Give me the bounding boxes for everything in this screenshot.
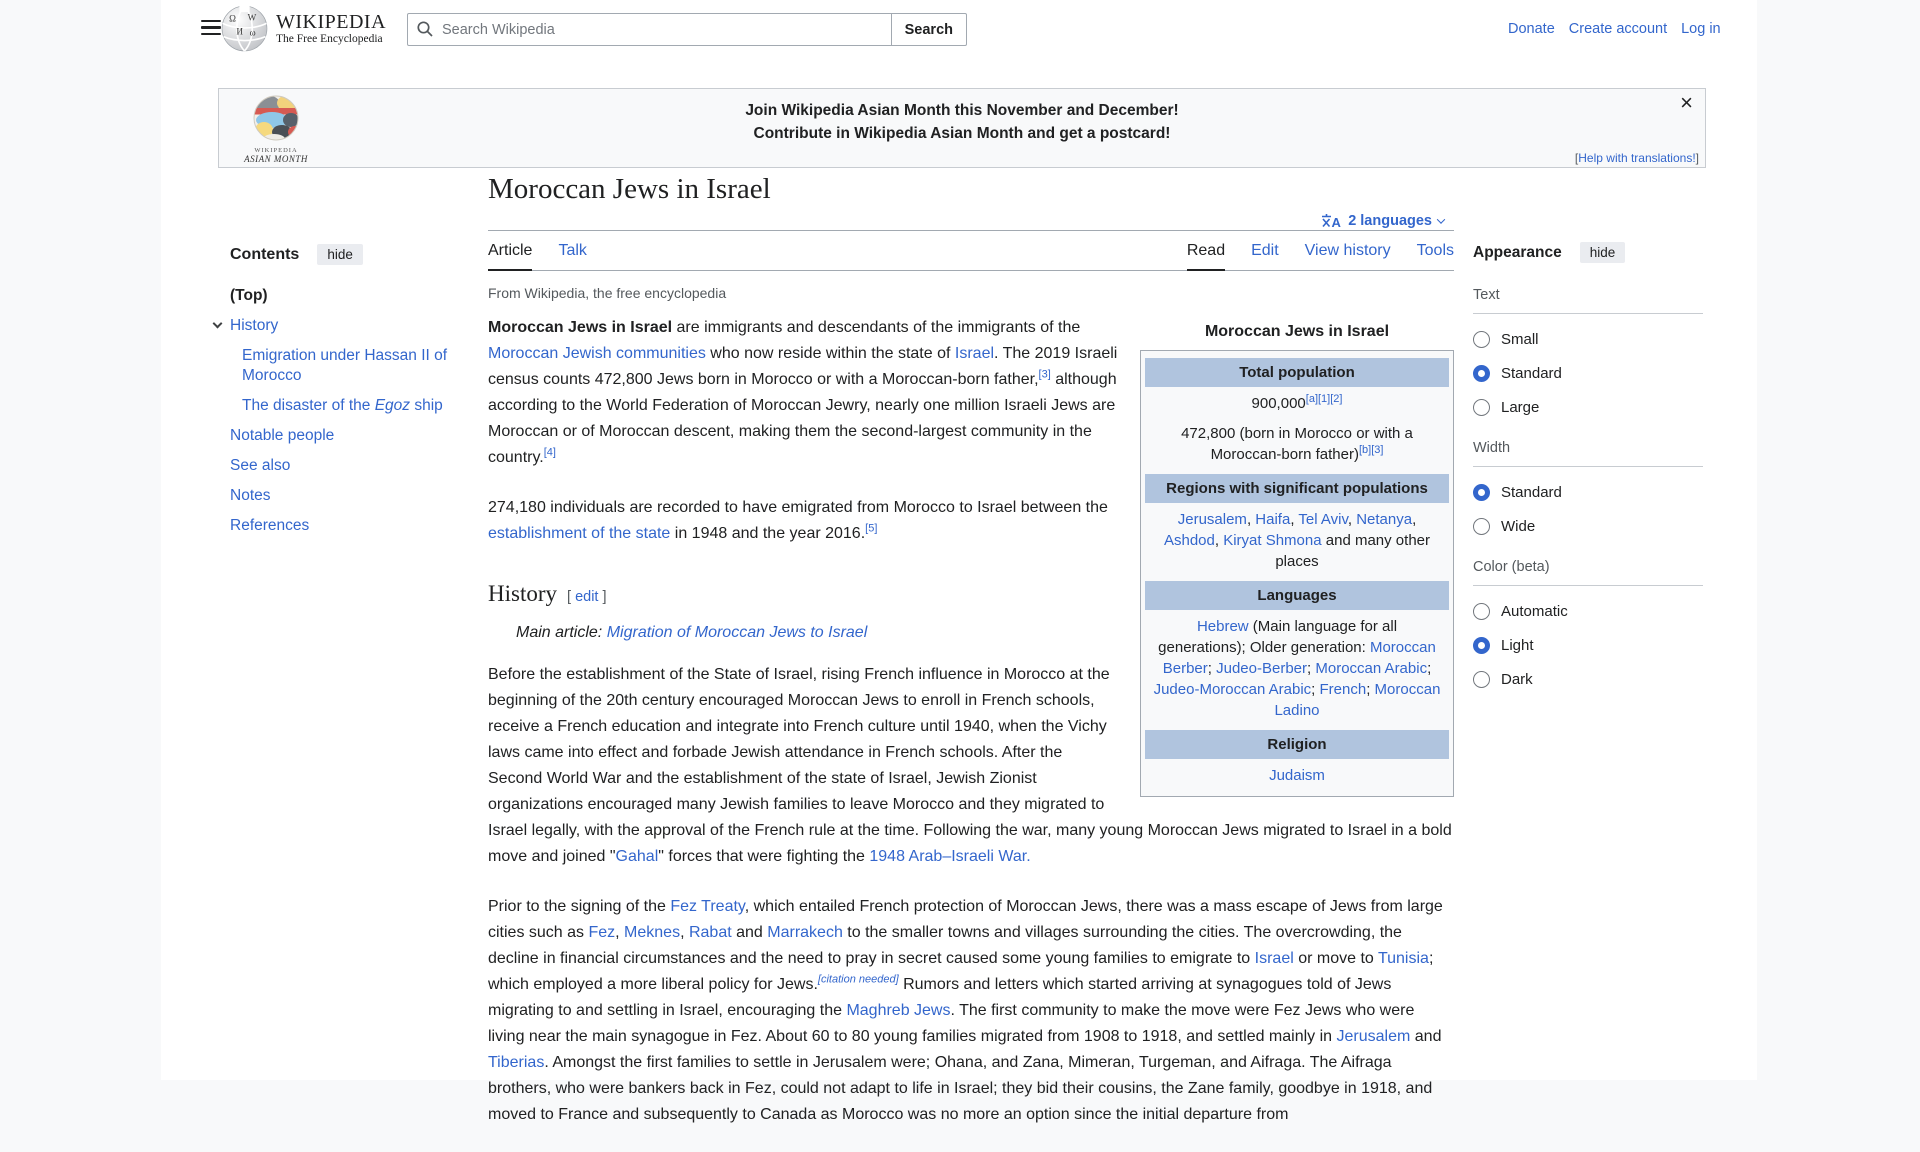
wordmark-tagline: The Free Encyclopedia: [276, 33, 383, 45]
chevron-down-icon: [1437, 215, 1445, 223]
text-link[interactable]: Moroccan Berber: [1162, 639, 1436, 677]
hamburger-bar: [201, 33, 221, 35]
svg-text:W: W: [247, 12, 257, 23]
text-span: or move to: [1293, 950, 1378, 967]
text-link[interactable]: Netanya: [1356, 511, 1413, 528]
text-span: who now reside within the state of: [705, 345, 955, 362]
close-icon[interactable]: ×: [1680, 90, 1693, 115]
text-span: to the smaller towns and villages surrounding the cities. The overcrowding, the decline in financial circumstances and the need to pray in secret caused some young families to emigrate to: [488, 924, 1402, 967]
text-span: ; which employed a more liberal policy for Jews.: [488, 950, 1434, 993]
chevron-down-icon[interactable]: [213, 319, 223, 329]
infobox-section-header: Regions with significant populations: [1145, 474, 1449, 503]
search-button[interactable]: Search: [892, 13, 967, 46]
text-link[interactable]: Ashdod: [1163, 532, 1215, 549]
text-link[interactable]: French: [1319, 681, 1367, 698]
search-field-wrap: [407, 13, 892, 46]
appearance-panel: [1473, 242, 1703, 705]
radio-button[interactable]: [1473, 603, 1490, 620]
text-link[interactable]: Israel: [1254, 950, 1294, 967]
toc-item[interactable]: [212, 391, 462, 421]
citation-link[interactable]: [citation needed]: [817, 973, 899, 986]
radio-button[interactable]: [1473, 484, 1490, 501]
text-link[interactable]: Tel Aviv: [1298, 511, 1348, 528]
text-link[interactable]: ship: [410, 397, 443, 414]
wordmark-title: WIKIPEDIA: [276, 11, 387, 33]
svg-text:Ω: Ω: [229, 13, 237, 24]
history-paragraph-2: [488, 894, 1454, 1128]
wikipedia-wordmark: [276, 11, 386, 46]
text-span: ;: [1366, 681, 1375, 698]
appearance-title: Appearance: [1473, 243, 1562, 261]
toc-item[interactable]: [212, 451, 462, 481]
text-link[interactable]: Kiryat Shmona: [1223, 532, 1322, 549]
text-span: are immigrants and descendants of the immigrants of the: [672, 319, 1081, 336]
text-link[interactable]: 1948 Arab–Israeli War.: [869, 848, 1031, 865]
infobox-section-header: Religion: [1145, 730, 1449, 759]
text-link[interactable]: References: [230, 517, 310, 534]
user-links: [1508, 21, 1721, 37]
article-tabs-bar: [488, 231, 1454, 271]
text-link[interactable]: edit: [575, 589, 599, 605]
radio-option-light[interactable]: [1473, 637, 1703, 654]
text-link[interactable]: History: [230, 317, 279, 334]
radio-button[interactable]: [1473, 399, 1490, 416]
text-span: 274,180 individuals are recorded to have emigrated from Morocco to Israel between the: [488, 499, 1108, 516]
asian-month-caption-bottom: ASIAN MONTH: [244, 153, 308, 164]
text-span: ,: [615, 924, 625, 941]
text-span: " forces that were fighting the: [658, 848, 870, 865]
svg-text:ω: ω: [249, 27, 256, 38]
text-link[interactable]: Notes: [230, 487, 271, 504]
infobox-section-header: Total population: [1145, 358, 1449, 387]
text-span: . The 2019 Israeli census counts 472,800 Jews born in Morocco or with a Moroccan-born father,: [488, 345, 1118, 388]
banner-line-2: Contribute in Wikipedia Asian Month and get a postcard!: [753, 125, 1171, 142]
tab-talk[interactable]: Talk: [558, 242, 587, 259]
contents-list: [212, 281, 462, 541]
toc-item[interactable]: [212, 311, 462, 341]
banner-message: [219, 99, 1705, 145]
appearance-group-label: Color (beta): [1473, 559, 1703, 586]
tab-article[interactable]: Article: [488, 231, 532, 271]
hamburger-bar: [201, 26, 221, 28]
infobox-cell: [1145, 762, 1449, 792]
radio-label: Standard: [1501, 365, 1562, 382]
toc-item[interactable]: [212, 481, 462, 511]
citation-link[interactable]: [5]: [865, 522, 878, 535]
text-span: ;: [1427, 660, 1432, 677]
text-link[interactable]: Notable people: [230, 427, 335, 444]
text-span: ,: [680, 924, 689, 941]
text-link[interactable]: Judeo-Moroccan Arabic: [1153, 681, 1312, 698]
text-span: Prior to the signing of the: [488, 898, 671, 915]
text-span: Main article:: [516, 624, 607, 641]
article-body: [488, 315, 1454, 1128]
text-span: ;: [1307, 660, 1316, 677]
text-link[interactable]: See also: [230, 457, 291, 474]
text-link[interactable]: establishment of the state: [488, 525, 671, 542]
asian-month-banner: [218, 88, 1706, 168]
text-link[interactable]: Israel: [954, 345, 995, 362]
languages-count-label: 2 languages: [1348, 212, 1432, 229]
contents-sidebar: [212, 244, 462, 541]
text-link[interactable]: Hebrew: [1196, 618, 1249, 635]
radio-option-wide[interactable]: [1473, 518, 1703, 535]
infobox-cell: [1145, 506, 1449, 578]
text-span: (Main language for all generations); Older generation:: [1158, 618, 1398, 656]
text-link[interactable]: Egoz: [374, 397, 411, 414]
top-header: [161, 0, 1757, 62]
text-span: ]: [1695, 151, 1699, 165]
superscript: [1359, 444, 1383, 456]
view-tab-read[interactable]: Read: [1187, 231, 1225, 271]
text-span: [: [1574, 151, 1579, 165]
radio-label: Light: [1501, 637, 1534, 654]
text-link[interactable]: Judaism: [1269, 767, 1325, 784]
wikipedia-logo[interactable]: [221, 5, 386, 52]
text-span: ;: [1311, 681, 1320, 698]
radio-label: Small: [1501, 331, 1539, 348]
radio-button[interactable]: [1473, 671, 1490, 688]
infobox-cell: [1145, 420, 1449, 471]
text-link[interactable]: Fez: [588, 924, 616, 941]
tabs-left-group: [488, 231, 587, 270]
text-link[interactable]: Tiberias: [488, 1054, 545, 1071]
svg-text:A: A: [1331, 215, 1342, 229]
radio-button[interactable]: [1473, 331, 1490, 348]
contents-hide-button[interactable]: hide: [317, 244, 363, 265]
header-link-log-in[interactable]: Log in: [1681, 21, 1721, 37]
text-link[interactable]: Jerusalem: [1177, 511, 1247, 528]
text-span: and: [731, 924, 768, 941]
appearance-group-label: Text: [1473, 287, 1703, 314]
text-link[interactable]: Gahal: [615, 848, 659, 865]
text-span: ,: [1412, 511, 1417, 528]
text-span: ]: [598, 589, 607, 605]
superscript: [1306, 393, 1343, 405]
infobox: [1140, 319, 1454, 797]
toc-item[interactable]: [212, 281, 462, 311]
appearance-header: [1473, 242, 1703, 263]
wikipedia-page: [161, 0, 1757, 1123]
radio-button[interactable]: [1473, 365, 1490, 382]
radio-option-dark[interactable]: [1473, 671, 1703, 688]
superscript: [818, 974, 899, 986]
text-span: (Top): [230, 287, 268, 304]
text-link[interactable]: Tunisia: [1377, 950, 1429, 967]
text-link[interactable]: Judeo-Berber: [1216, 660, 1308, 677]
text-span: ,: [1246, 511, 1256, 528]
view-tab-edit[interactable]: Edit: [1251, 242, 1279, 259]
radio-option-standard[interactable]: [1473, 484, 1703, 501]
citation-link[interactable]: [b][3]: [1358, 444, 1384, 456]
radio-button[interactable]: [1473, 518, 1490, 535]
text-span: Moroccan Jews in Israel: [488, 319, 673, 336]
text-link[interactable]: The disaster of the: [242, 397, 375, 414]
appearance-group-label: Width: [1473, 440, 1703, 467]
radio-label: Large: [1501, 399, 1540, 416]
text-link[interactable]: Maghreb Jews: [846, 1002, 951, 1019]
appearance-hide-button[interactable]: hide: [1580, 242, 1626, 263]
view-tab-view-history[interactable]: View history: [1304, 242, 1391, 259]
text-span: [: [567, 589, 576, 605]
text-span: although according to the World Federation of Moroccan Jewry, nearly one million Israeli Jews are Moroccan or of Moroccan descent, making them the second-largest community in the country.: [488, 371, 1117, 466]
citation-link[interactable]: [a][1][2]: [1305, 393, 1343, 405]
infobox-cell: [1145, 390, 1449, 420]
search-input[interactable]: [407, 13, 892, 46]
text-span: and many other places: [1275, 532, 1430, 570]
hamburger-menu-icon[interactable]: [201, 20, 221, 36]
text-link[interactable]: Emigration under Hassan II of Morocco: [242, 347, 448, 384]
text-link[interactable]: Help with translations!: [1578, 151, 1696, 165]
text-link[interactable]: Meknes: [624, 924, 681, 941]
radio-option-small[interactable]: [1473, 331, 1703, 348]
infobox-caption: Moroccan Jews in Israel: [1204, 323, 1390, 340]
page-title: Moroccan Jews in Israel: [488, 168, 1454, 231]
article-subtitle: From Wikipedia, the free encyclopedia: [488, 285, 727, 301]
radio-button[interactable]: [1473, 637, 1490, 654]
text-link[interactable]: Fez Treaty: [670, 898, 745, 915]
text-span: and: [1410, 1028, 1442, 1045]
radio-option-automatic[interactable]: [1473, 603, 1703, 620]
search-icon: [416, 20, 434, 38]
text-link[interactable]: Marrakech: [767, 924, 843, 941]
text-span: Rumors and letters which started arriving at synagogues told of Jews migrating to and settling in Israel, encouraging the: [488, 976, 1392, 1019]
article-content: [488, 160, 1454, 1152]
text-span: ,: [1214, 532, 1224, 549]
text-span: ,: [1290, 511, 1299, 528]
hamburger-bar: [201, 20, 221, 22]
text-link[interactable]: Migration of Moroccan Jews to Israel: [606, 624, 868, 641]
text-link[interactable]: Rabat: [688, 924, 732, 941]
text-span: 900,000: [1251, 395, 1306, 412]
text-span: . Amongst the first families to settle in Jerusalem were; Ohana, and Zana, Mimeran, Turgeman, and Aifraga. The Aifraga brothers, who were bankers back in Fez, could not adapt to life in Israel; they bid their cousins, the Zane family, goodbye in 1918, and moved to France and subsequently to Canada as Morocco was no more an option since the initial departure from: [488, 1054, 1433, 1123]
translate-icon: [1320, 212, 1342, 229]
text-link[interactable]: Moroccan Jewish communities: [488, 345, 706, 362]
radio-option-standard[interactable]: [1473, 365, 1703, 382]
appearance-groups: [1473, 287, 1703, 688]
text-span: 472,800 (born in Morocco or with a Moroccan-born father): [1181, 425, 1413, 463]
superscript: [1039, 369, 1051, 381]
edit-section-link[interactable]: [567, 589, 607, 605]
radio-option-large[interactable]: [1473, 399, 1703, 416]
toc-item[interactable]: [212, 511, 462, 541]
languages-button[interactable]: [1320, 212, 1444, 229]
toc-item[interactable]: [212, 421, 462, 451]
toc-item[interactable]: [212, 341, 462, 391]
infobox-section-header: Languages: [1145, 581, 1449, 610]
text-link[interactable]: Jerusalem: [1336, 1028, 1411, 1045]
citation-link[interactable]: [3]: [1038, 368, 1051, 381]
text-span: , which entailed French protection of Moroccan Jews, there was a mass escape of Jews from large cities such as: [488, 898, 1443, 941]
svg-text:И: И: [236, 26, 243, 37]
text-span: Before the establishment of the State of Israel, rising French influence in Morocco at the beginning of the 20th century encouraged Moroccan Jews to enroll in French schools, receive a French education and integrate into French culture until 1940, when the Vichy laws came into effect and forbade Jewish attendance in French schools. After the Second World War and the establishment of the state of Israel, Jewish Zionist organizations encouraged many Jewish families to leave Morocco and they migrated to Israel legally, with the approval of the French rule at the time. Following the war, many young Moroccan Jews migrated to Israel in a bold move and joined ": [488, 666, 1452, 865]
view-tab-tools[interactable]: Tools: [1416, 242, 1454, 259]
tabs-right-group: [1187, 231, 1454, 270]
text-span: ;: [1207, 660, 1217, 677]
wikipedia-globe-icon: [221, 5, 268, 52]
radio-label: Standard: [1501, 484, 1562, 501]
infobox-table: [1140, 350, 1454, 797]
search-bar: [407, 13, 967, 46]
infobox-cell: [1145, 613, 1449, 727]
citation-link[interactable]: [4]: [543, 446, 556, 459]
header-link-donate[interactable]: Donate: [1508, 21, 1555, 37]
radio-label: Automatic: [1501, 603, 1568, 620]
superscript: [544, 447, 556, 459]
superscript: [865, 523, 877, 535]
contents-title: Contents: [230, 245, 300, 263]
radio-label: Dark: [1501, 671, 1533, 688]
history-heading-text: History: [488, 581, 557, 606]
text-link[interactable]: Moroccan Arabic: [1315, 660, 1428, 677]
header-link-create-account[interactable]: Create account: [1568, 21, 1668, 37]
text-link[interactable]: Moroccan Ladino: [1274, 681, 1441, 719]
banner-line-1: Join Wikipedia Asian Month this November and December!: [745, 102, 1179, 119]
text-span: ,: [1347, 511, 1357, 528]
text-link[interactable]: Haifa: [1255, 511, 1291, 528]
contents-header: [212, 244, 462, 265]
radio-label: Wide: [1501, 518, 1536, 535]
text-span: . The first community to make the move were Fez Jews who were living near the main synagogue in Fez. About 60 to 80 young families migrated from 1908 to 1918, and settled mainly in: [488, 1002, 1415, 1045]
asian-month-caption-top: WIKIPEDIA: [254, 147, 298, 154]
help-with-translations-link[interactable]: [1575, 151, 1699, 165]
text-span: in 1948 and the year 2016.: [670, 525, 866, 542]
